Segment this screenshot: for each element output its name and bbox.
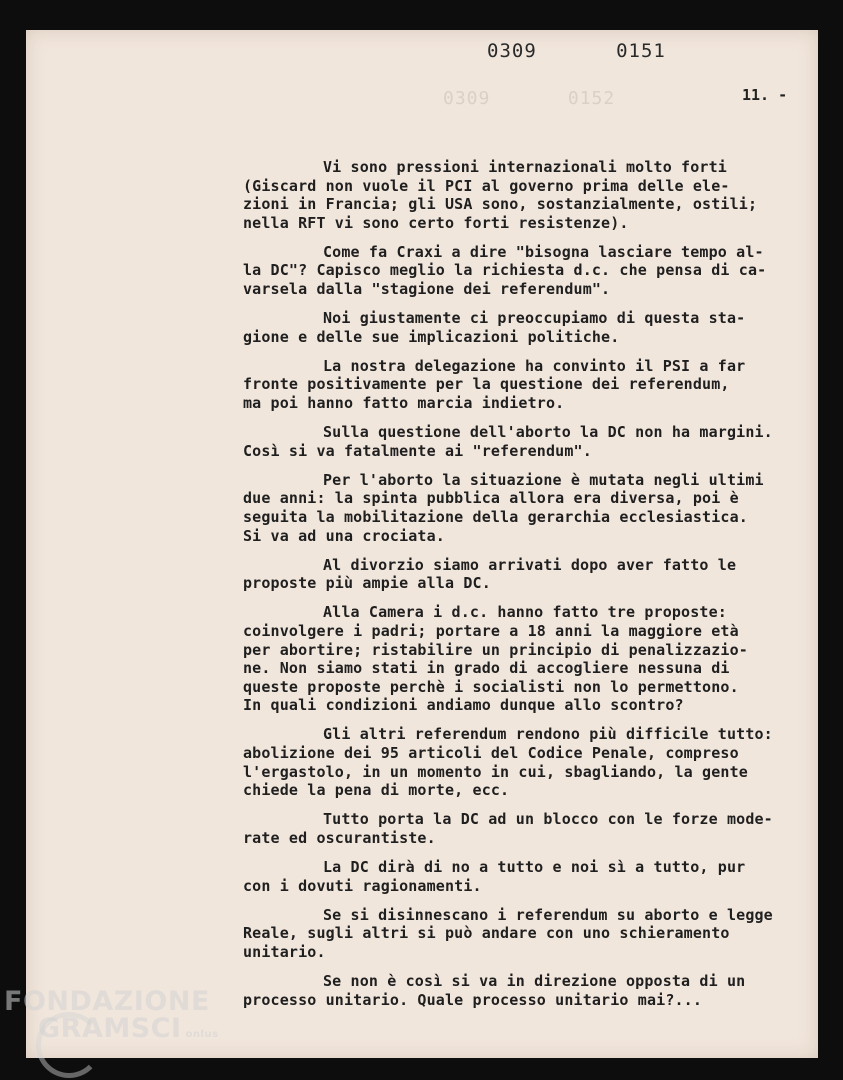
paragraph-8: Alla Camera i d.c. hanno fatto tre proposte: coinvolgere i padri; portare a 18 anni la maggiore età per abortire; ristabilire un principio di penalizzazio- ne. Non siamo stati in grado di accogliere nessuna di queste proposte perchè i socialisti non lo permettono. In quali condizioni andiamo dunque allo scontro? <box>243 603 748 715</box>
paragraph-9: Gli altri referendum rendono più difficile tutto: abolizione dei 95 articoli del Codice Penale, compreso l'ergastolo, in un momento in cui, sbagliando, la gente chiede la pena di morte, ecc. <box>243 725 773 800</box>
watermark-line1: FONDAZIONE <box>4 986 210 1017</box>
paragraph-3: Noi giustamente ci preoccupiamo di questa sta- gione e delle sue implicazioni politiche. <box>243 309 746 346</box>
paragraph-7: Al divorzio siamo arrivati dopo aver fatto le proposte più ampie alla DC. <box>243 555 737 593</box>
fondazione-gramsci-watermark <box>4 986 219 1044</box>
paragraph-2: Come fa Craxi a dire "bisogna lasciare tempo al- la DC"? Capisco meglio la richiesta d.c. che pensa di ca- varsela dalla "stagione dei referendum". <box>243 242 767 299</box>
watermark-suffix: onlus <box>185 1029 219 1040</box>
watermark-line2 <box>38 1013 219 1044</box>
bleed-through-document-number: 0309 0152 <box>443 88 616 109</box>
page-number: 11. - <box>742 86 788 104</box>
paragraph-10: Tutto porta la DC ad un blocco con le forze mode- rate ed oscurantiste. <box>243 810 773 847</box>
paragraph-6: Per l'aborto la situazione è mutata negli ultimi due anni: la spinta pubblica allora era diversa, poi è seguita la mobilitazione della gerarchia ecclesiastica. Si va ad una crociata. <box>243 470 764 545</box>
document-number: 0309 0151 <box>487 40 666 62</box>
paragraph-12: Se si disinnescano i referendum su aborto e legge Reale, sugli altri si può andare con uno schieramento unitario. <box>243 905 773 961</box>
paragraph-1: Vi sono pressioni internazionali molto forti (Giscard non vuole il PCI al governo prima delle ele- zioni in Francia; gli USA sono, sostanzialmente, ostili; nella RFT vi sono certo forti resistenze). <box>243 158 758 232</box>
paragraph-11: La DC dirà di no a tutto e noi sì a tutto, pur con i dovuti ragionamenti. <box>243 858 746 895</box>
paragraph-4: La nostra delegazione ha convinto il PSI a far fronte positivamente per la questione dei referendum, ma poi hanno fatto marcia indietro. <box>243 356 746 413</box>
watermark-name: GRAMSCI <box>38 1013 182 1044</box>
paragraph-13: Se non è così si va in direzione opposta di un processo unitario. Quale processo unitario mai?... <box>243 971 746 1009</box>
typed-body-text <box>243 158 803 1020</box>
paragraph-5: Sulla questione dell'aborto la DC non ha margini. Così si va fatalmente ai "referendum". <box>243 423 773 460</box>
